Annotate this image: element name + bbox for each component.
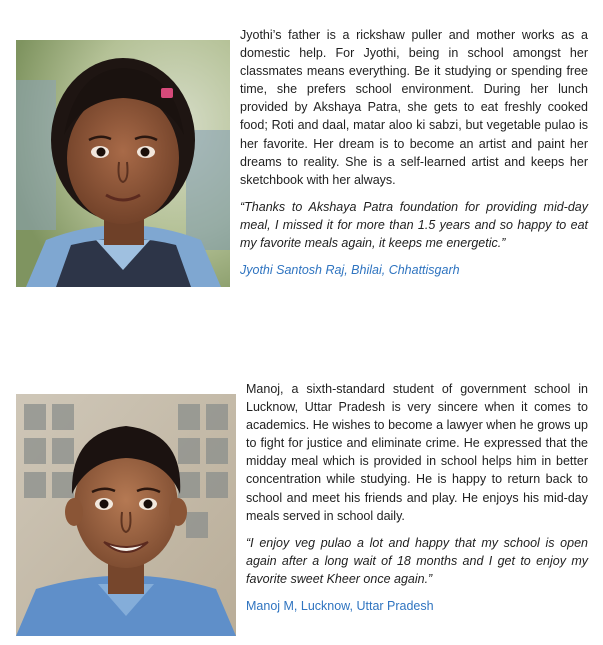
story-body: Manoj, a sixth-standard student of government school in Lucknow, Uttar Pradesh is very sincere when it comes to academics. He wishes to become a lawyer when he grows up to fight for justice and eliminate crime. He expressed that the midday meal which is provided in school helps him in better concentration while studying. He is happy to return back to school and meet his friends and play. He enjoys his mid-day meals served in school daily. xyxy=(246,382,588,523)
story-jyothi xyxy=(0,0,603,300)
story-quote: “Thanks to Akshaya Patra foundation for providing mid-day meal, I missed it for more than 1.5 years and so happy to eat my favorite meals again, it keeps me energetic.” xyxy=(240,199,588,251)
photo-boy-portrait xyxy=(16,394,236,636)
photo-girl-portrait xyxy=(16,40,230,287)
boy-portrait-illustration xyxy=(16,394,236,636)
story-body: Jyothi’s father is a rickshaw puller and mother works as a domestic help. For Jyothi, being in school amongst her classmates means everything. Be it studying or spending free time, she prefers school environment. During her lunch provided by Akshaya Patra, she gets to eat freshly cooked food; Roti and daal, matar aloo ki sabzi, but vegetable pulao is her favorite. Her dream is to become an artist and paint her dreams to reality. She is a self-learned artist and keeps her sketchbook with her always. xyxy=(240,28,588,187)
story-attribution: Manoj M, Lucknow, Uttar Pradesh xyxy=(246,599,434,614)
story-manoj xyxy=(0,380,603,645)
story-attribution: Jyothi Santosh Raj, Bhilai, Chhattisgarh xyxy=(240,263,460,278)
story-text xyxy=(240,26,588,279)
girl-portrait-illustration xyxy=(16,40,230,287)
story-text xyxy=(246,380,588,615)
story-quote: “I enjoy veg pulao a lot and happy that my school is open again after a long wait of 18 months and I get to enjoy my favorite sweet Kheer once again.” xyxy=(246,535,588,586)
